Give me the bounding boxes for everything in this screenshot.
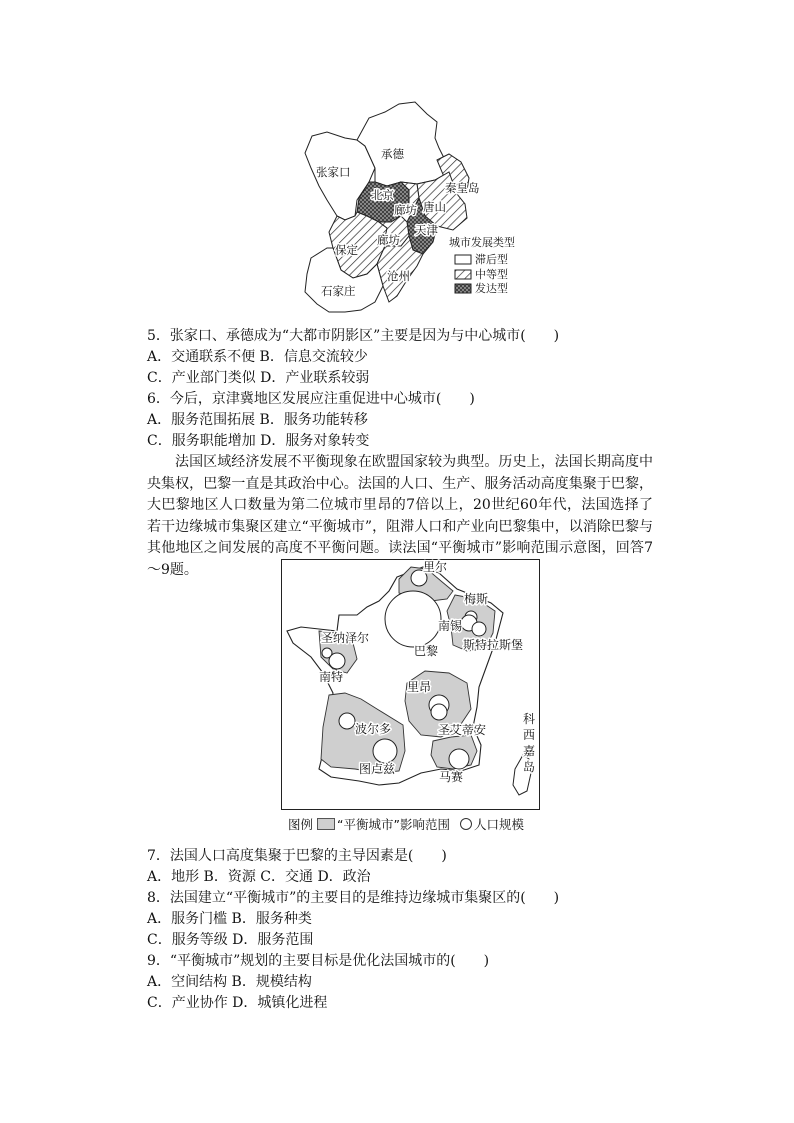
circle-nantes xyxy=(329,653,345,669)
q8-stem: 8．法国建立“平衡城市”的主要目的是维持边缘城市集聚区的( ) xyxy=(147,890,560,906)
label-lyon: 里昂 xyxy=(407,680,432,694)
label-tangshan: 唐山 xyxy=(423,200,446,214)
circle-saint-etienne xyxy=(431,704,447,720)
legend-label-lagging: 滞后型 xyxy=(475,253,508,266)
legend-prefix: 图例 xyxy=(288,817,314,832)
circle-bordeaux xyxy=(339,713,355,729)
q9-options-cd: C．产业协作 D．城镇化进程 xyxy=(147,995,328,1011)
label-paris: 巴黎 xyxy=(414,644,439,658)
label-toulouse: 图卢兹 xyxy=(359,762,396,776)
q6-options-ab: A．服务范围拓展 B．服务功能转移 xyxy=(147,412,368,428)
circle-strasbourg xyxy=(472,622,486,636)
label-corsica-1: 科 xyxy=(523,712,536,726)
map1-legend-title: 城市发展类型 xyxy=(449,236,515,249)
q8-options-ab: A．服务门槛 B．服务种类 xyxy=(147,911,312,927)
label-saint-nazaire: 圣纳泽尔 xyxy=(321,631,370,645)
label-nancy: 南锡 xyxy=(438,619,463,633)
legend-label-population: 人口规模 xyxy=(473,817,524,832)
label-saint-etienne: 圣艾蒂安 xyxy=(438,723,487,737)
legend-swatch-medium xyxy=(455,270,471,279)
france-map-legend xyxy=(288,816,524,834)
legend-label-developed: 发达型 xyxy=(475,282,508,295)
label-shijiazhuang: 石家庄 xyxy=(321,284,356,298)
label-baoding: 保定 xyxy=(335,243,358,257)
legend-label-influence: “平衡城市”影响范围 xyxy=(337,817,450,832)
france-map xyxy=(281,559,540,810)
label-marseille: 马赛 xyxy=(439,770,464,784)
q9-options-ab: A．空间结构 B．规模结构 xyxy=(147,974,312,990)
label-nantes: 南特 xyxy=(319,670,344,684)
label-cangzhou: 沧州 xyxy=(387,269,410,283)
label-zhangjiakou: 张家口 xyxy=(316,165,351,179)
label-strasbourg: 斯特拉斯堡 xyxy=(463,638,524,652)
label-corsica-2: 西 xyxy=(523,728,536,742)
q5-options-ab: A．交通联系不便 B．信息交流较少 xyxy=(147,349,368,365)
jingjinji-map xyxy=(297,98,527,316)
q8-options-cd: C．服务等级 D．服务范围 xyxy=(147,932,314,948)
q5-stem: 5．张家口、承德成为“大都市阴影区”主要是因为与中心城市( ) xyxy=(147,328,560,344)
label-tianjin: 天津 xyxy=(415,223,438,237)
label-corsica-3: 嘉 xyxy=(523,744,536,758)
label-qinhuangdao: 秦皇岛 xyxy=(445,181,480,195)
legend-label-medium: 中等型 xyxy=(475,268,508,281)
circle-marseille xyxy=(449,749,469,769)
map1-legend xyxy=(449,235,515,295)
passage-text: 法国区域经济发展不平衡现象在欧盟国家较为典型。历史上，法国长期高度中央集权，巴黎一直是其政治中心。法国的人口、生产、服务活动高度集聚于巴黎，大巴黎地区人口数量为第二位城市里昂的7倍以上，20世纪60年代，法国选择了若干边缘城市集聚区建立“平衡城市”，阻滞人口和产业向巴黎集中，以消除巴黎与其他地区之间发展的高度不平衡问题。读法国“平衡城市”影响范围示意图，回答7～9题。 xyxy=(147,454,653,578)
legend-swatch-developed xyxy=(455,284,471,293)
q6-options-cd: C．服务职能增加 D．服务对象转变 xyxy=(147,433,370,449)
q9-stem: 9．“平衡城市”规划的主要目标是优化法国城市的( ) xyxy=(147,953,490,969)
label-chengde: 承德 xyxy=(381,147,404,161)
q7-stem: 7．法国人口高度集聚于巴黎的主导因素是( ) xyxy=(147,848,447,864)
label-langfang-north: 廊坊 xyxy=(394,203,417,217)
legend-swatch-lagging xyxy=(455,255,471,264)
label-langfang-south: 廊坊 xyxy=(377,233,400,247)
circle-toulouse xyxy=(373,739,397,763)
label-beijing: 北京 xyxy=(371,188,394,202)
label-bordeaux: 波尔多 xyxy=(355,722,392,736)
label-metz: 梅斯 xyxy=(464,592,489,606)
q6-stem: 6．今后，京津冀地区发展应注重促进中心城市( ) xyxy=(147,391,475,407)
legend-circle-icon xyxy=(460,818,472,830)
q7-options: A．地形 B．资源 C．交通 D．政治 xyxy=(147,869,371,885)
label-lille: 里尔 xyxy=(423,560,448,574)
q5-options-cd: C．产业部门类似 D．产业联系较弱 xyxy=(147,370,370,386)
circle-paris xyxy=(385,591,441,647)
legend-swatch-influence xyxy=(317,818,335,830)
label-corsica-4: 岛 xyxy=(523,760,536,774)
